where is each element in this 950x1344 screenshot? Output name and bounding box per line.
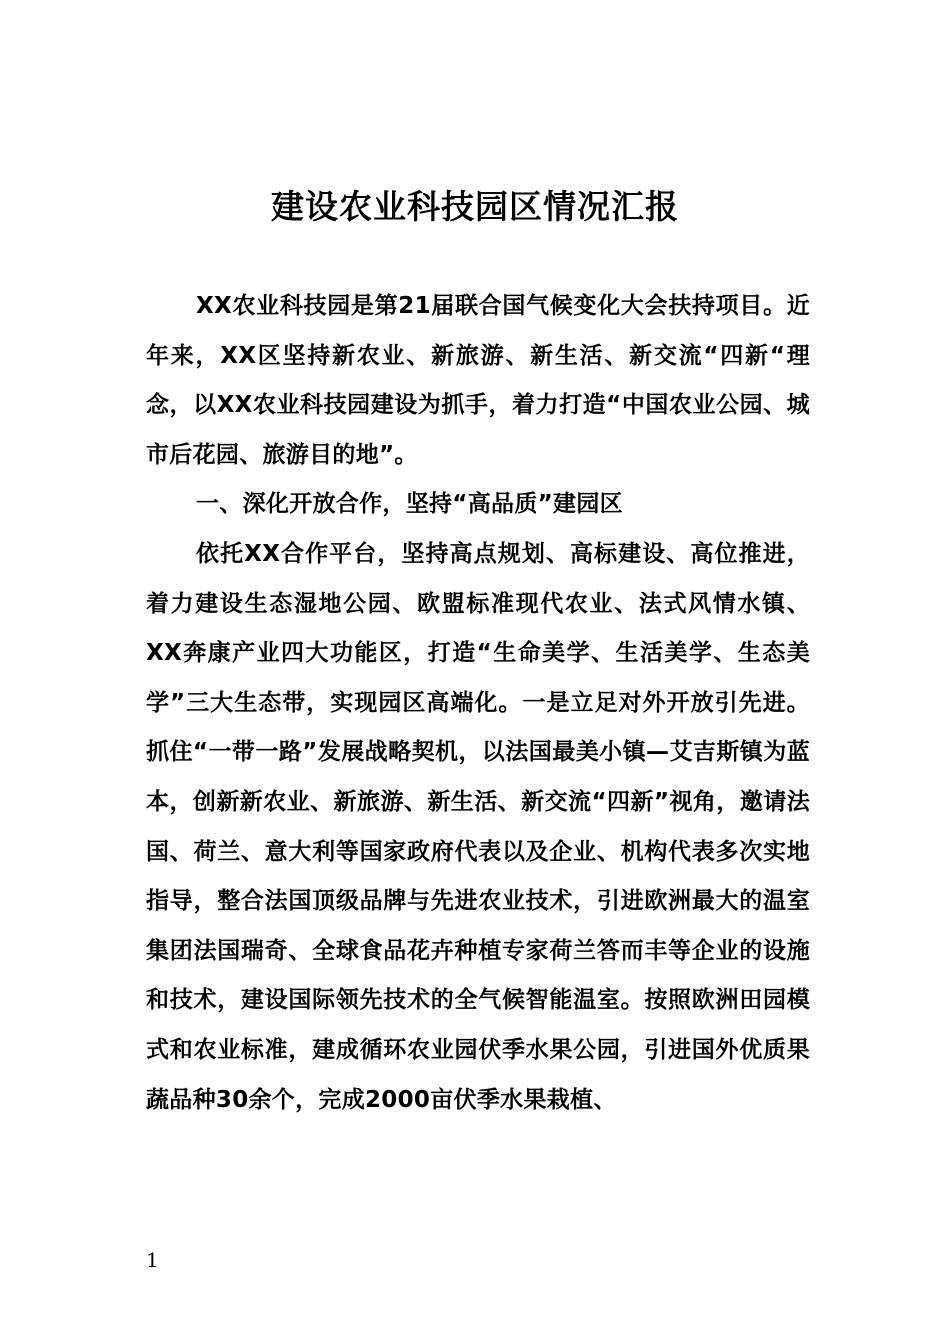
paragraph-section-1: 依托XX合作平台，坚持高点规划、高标建设、高位推进，着力建设生态湿地公园、欧盟标准现代农业、法式风情水镇、XX奔康产业四大功能区，打造“生命美学、生活美学、生态美学”三大生态带，实现园区高端化。一是立足对外开放引先进。抓住“一带一路”发展战略契机，以法国最美小镇—艾吉斯镇为蓝本，创新新农业、新旅游、新生活、新交流“四新”视角，邀请法国、荷兰、意大利等国家政府代表以及企业、机构代表多次实地指导，整合法国顶级品牌与先进农业技术，引进欧洲最大的温室集团法国瑞奇、全球食品花卉种植专家荷兰答而丰等企业的设施和技术，建设国际领先技术的全气候智能温室。按照欧洲田园模式和农业标准，建成循环农业园伏季水果公园，引进国外优质果蔬品种30余个，完成2000亩伏季水果栽植、 [146, 540, 810, 1113]
page-number: 1 [146, 1248, 159, 1272]
paragraph-intro: XX农业科技园是第21届联合国气候变化大会扶持项目。近年来，XX区坚持新农业、新旅游、新生活、新交流“四新“理念，以XX农业科技园建设为抓手，着力打造“中国农业公园、城市后花园、旅游目的地”。 [146, 293, 810, 468]
document-title: 建设农业科技园区情况汇报 [271, 187, 679, 226]
document-body [146, 282, 810, 1125]
section-heading-1: 一、深化开放合作，坚持“高品质”建园区 [196, 491, 623, 518]
